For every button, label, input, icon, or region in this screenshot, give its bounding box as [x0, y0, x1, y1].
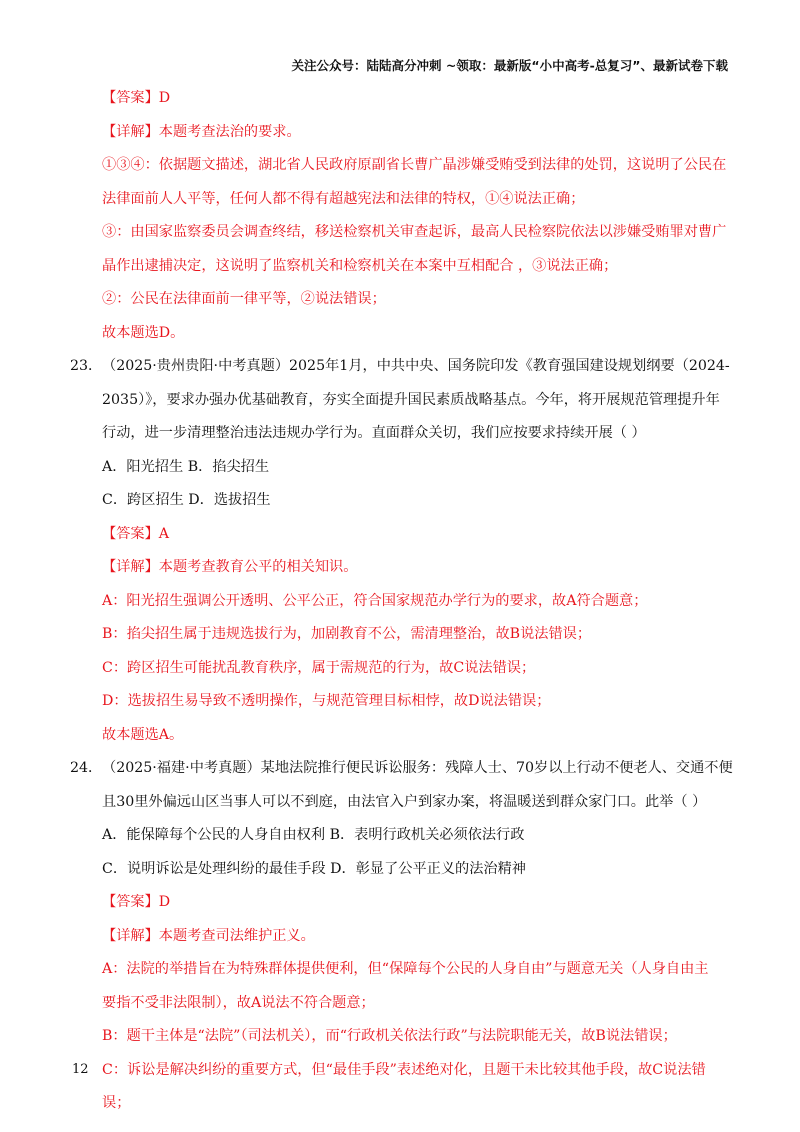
explanation-line: 晶作出逮捕决定，这说明了监察机关和检察机关在本案中互相配合 ，③说法正确；: [102, 257, 618, 274]
page-header: 关注公众号：陆陆高分冲刺 ~领取：最新版“小中高考-总复习”、最新试卷下载: [291, 58, 728, 73]
explanation-line: 法律面前人人平等，任何人都不得有超越宪法和法律的特权，①④说法正确；: [102, 190, 585, 207]
page-number: 12: [72, 1062, 89, 1077]
question-options: C．说明诉讼是处理纠纷的最佳手段 D．彰显了公平正义的法治精神: [102, 860, 526, 877]
explanation-line: B：掐尖招生属于违规选拔行为，加剧教育不公，需清理整治，故B说法错误；: [102, 626, 592, 642]
explanation-line: C：跨区招生可能扰乱教育秩序，属于需规范的行为，故C说法错误；: [102, 659, 536, 676]
explanation-line: D：选拔招生易导致不透明操作，与规范管理目标相悖，故D说法错误；: [102, 693, 551, 709]
question-text: 且30里外偏远山区当事人可以不到庭，由法官入户到家办案，将温暖送到群众家门口。此举（ ）: [102, 793, 707, 810]
question-23-stem: [70, 356, 730, 376]
question-24-stem: [70, 758, 733, 778]
explanation-line: ②：公民在法律面前一律平等，②说法错误；: [102, 291, 386, 307]
answer-label: 【答案】A: [102, 525, 169, 542]
explanation-line: 要指不受非法限制），故A说法不符合题意；: [102, 994, 375, 1011]
explanation-line: ①③④：依据题文描述，湖北省人民政府原副省长曹广晶涉嫌受贿受到法律的处罚，这说明了公民在: [102, 157, 727, 173]
detail-label: 【详解】本题考查司法维护正义。: [102, 927, 315, 944]
detail-label: 【详解】本题考查教育公平的相关知识。: [102, 559, 358, 575]
explanation-line: ③：由国家监察委员会调查终结，移送检察机关审查起诉，最高人民检察院依法以涉嫌受贿罪对曹广: [102, 224, 727, 240]
question-text: （2025·福建·中考真题）某地法院推行便民诉讼服务：残障人士、70岁以上行动不便老人、交通不便: [102, 760, 733, 776]
explanation-line: A：法院的举措旨在为特殊群体提供便利，但“保障每个公民的人身自由”与题意无关（人身自由主: [102, 961, 709, 977]
answer-label: 【答案】D: [102, 894, 171, 910]
question-options: A．阳光招生 B．掐尖招生: [102, 458, 270, 475]
explanation-line: A：阳光招生强调公开透明、公平公正，符合国家规范办学行为的要求，故A符合题意；: [102, 592, 648, 609]
conclusion-line: 故本题选D。: [102, 324, 185, 341]
explanation-line: B：题干主体是“法院”（司法机关），而“行政机关依法行政”与法院职能无关，故B说法错误；: [102, 1028, 677, 1044]
question-text: 2035）》，要求办强办优基础教育，夯实全面提升国民素质战略基点。今年，将开展规范管理提升年: [102, 391, 720, 408]
question-options: C．跨区招生 D．选拔招生: [102, 492, 271, 508]
explanation-line: C：诉讼是解决纠纷的重要方式，但“最佳手段”表述绝对化，且题干未比较其他手段，故C说法错: [102, 1061, 706, 1078]
answer-label: 【答案】D: [102, 90, 171, 106]
explanation-line: 误；: [102, 1095, 131, 1111]
question-options: A．能保障每个公民的人身自由权利 B．表明行政机关必须依法行政: [102, 827, 525, 843]
question-number: 23．: [70, 358, 103, 374]
question-number: 24．: [70, 760, 103, 776]
conclusion-line: 故本题选A。: [102, 726, 184, 743]
question-text: （2025·贵州贵阳·中考真题）2025年1月，中共中央、国务院印发《教育强国建设规划纲要（2024-: [102, 358, 730, 374]
question-text: 行动，进一步清理整治违法违规办学行为。直面群众关切，我们应按要求持续开展（ ）: [102, 425, 646, 441]
detail-label: 【详解】本题考查法治的要求。: [102, 123, 301, 140]
